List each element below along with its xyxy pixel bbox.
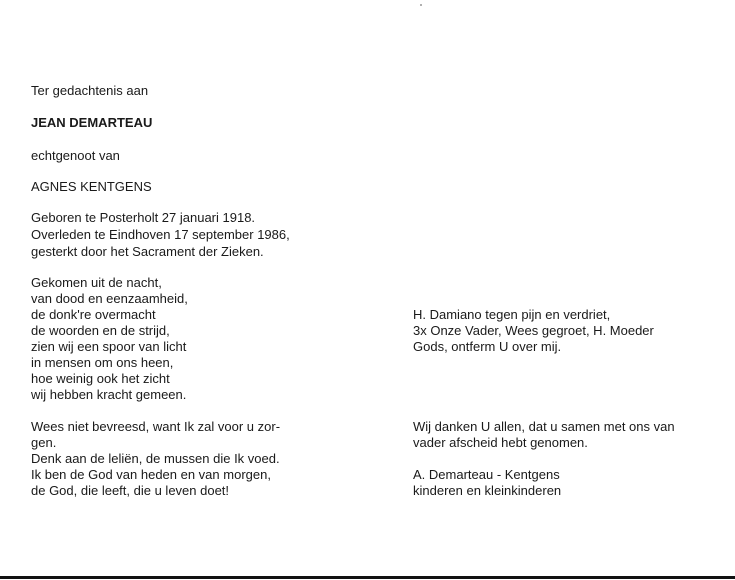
verse-line: Denk aan de leliën, de mussen die Ik voed. <box>31 451 280 466</box>
poem-line: in mensen om ons heen, <box>31 355 174 370</box>
poem-line: hoe weinig ook het zicht <box>31 371 170 386</box>
poem-line: wij hebben kracht gemeen. <box>31 387 187 402</box>
poem-line: zien wij een spoor van licht <box>31 339 187 354</box>
relation-text: echtgenoot van <box>31 148 120 163</box>
intro-text: Ter gedachtenis aan <box>31 83 149 98</box>
death-line: Overleden te Eindhoven 17 september 1986, <box>31 227 290 242</box>
verse-line: Ik ben de God van heden en van morgen, <box>31 467 271 482</box>
prayer-line: H. Damiano tegen pijn en verdriet, <box>413 307 611 322</box>
spouse-name: AGNES KENTGENS <box>31 179 152 194</box>
verse-line: Wees niet bevreesd, want Ik zal voor u zor- <box>31 419 281 434</box>
thanks-line: Wij danken U allen, dat u samen met ons van <box>413 419 675 434</box>
verse-line: gen. <box>31 435 57 450</box>
sacrament-line: gesterkt door het Sacrament der Zieken. <box>31 244 264 259</box>
prayer-line: Gods, ontferm U over mij. <box>413 339 562 354</box>
poem-line: van dood en eenzaamheid, <box>31 291 188 306</box>
deceased-name: JEAN DEMARTEAU <box>31 115 153 130</box>
poem-line: Gekomen uit de nacht, <box>31 275 162 290</box>
signature-line: kinderen en kleinkinderen <box>413 483 562 498</box>
poem-line: de donk're overmacht <box>31 307 156 322</box>
scan-speck <box>420 4 422 6</box>
signature-line: A. Demarteau - Kentgens <box>413 467 560 482</box>
poem-line: de woorden en de strijd, <box>31 323 170 338</box>
thanks-line: vader afscheid hebt genomen. <box>413 435 588 450</box>
bottom-border <box>0 576 735 579</box>
verse-line: de God, die leeft, die u leven doet! <box>31 483 230 498</box>
birth-line: Geboren te Posterholt 27 januari 1918. <box>31 210 256 225</box>
prayer-line: 3x Onze Vader, Wees gegroet, H. Moeder <box>413 323 654 338</box>
